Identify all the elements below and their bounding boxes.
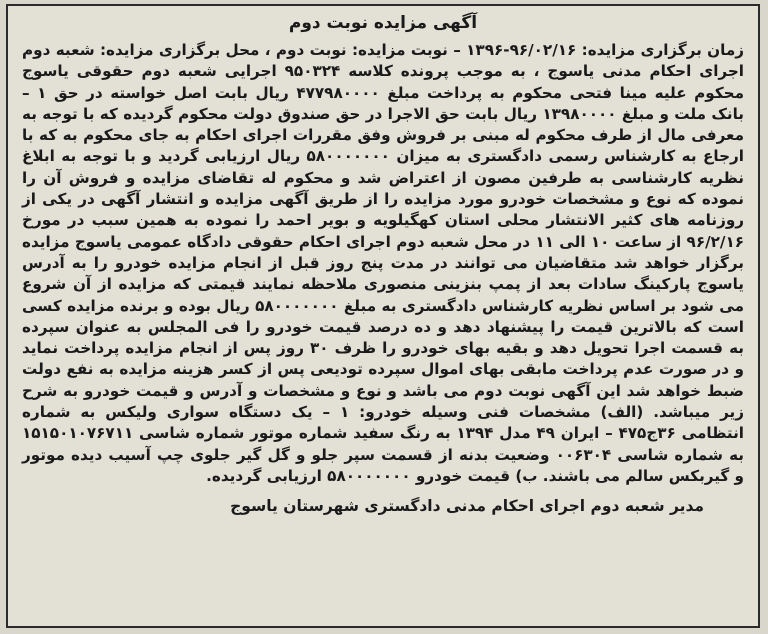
auction-notice [6,4,760,628]
notice-title: آگهی مزایده نوبت دوم [288,13,478,33]
notice-body: زمان برگزاری مزایده: ۹۶/۰۲/۱۶-۱۳۹۶ – نوبت مزایده: نوبت دوم ، محل برگزاری مزایده: شعبه دوم اجرای احکام مدنی یاسوج ، به موجب پرونده کلاسه ۹۵۰۳۲۴ اجرایی شعبه دوم حقوقی یاسوج محکوم علیه مینا فتحی محکوم به پرداخت مبلغ ۴۷۷۹۸۰۰۰۰ ریال بابت اصل خواسته در حق ۱ – بانک ملت و مبلغ ۱۳۹۸۰۰۰۰ ریال بابت حق الاجرا در حق صندوق دولت محکوم گردیده که با توجه به معرفی مال از طرف محکوم له مبنی بر فروش وفق مقررات اجرای احکام به جای محکوم به که با ارجاع به کارشناس رسمی دادگستری به میزان ۵۸۰۰۰۰۰۰۰ ریال ارزیابی گردید و با توجه به ابلاغ نظریه کارشناسی به طرفین مصون از اعتراض شد و محکوم له تقاضای مزایده و فروش آن را نموده که نوع و مشخصات خودرو مورد مزایده را از طریق آگهی مزایده و انتشار آگهی در یکی از روزنامه های کثیر الانتشار محلی استان کهگیلویه و بویر احمد را نموده به همین سبب در مورخ ۹۶/۲/۱۶ از ساعت ۱۰ الی ۱۱ در محل شعبه دوم اجرای احکام حقوقی دادگاه عمومی یاسوج مزایده برگزار خواهد شد متقاضیان می توانند در مدت پنج روز قبل از انجام مزایده خودرو را به آدرس یاسوج پارکینگ سادات بعد از پمپ بنزینی منصوری ملاحظه نمایند قیمتی که مزایده از آن شروع می شود بر اساس نظریه کارشناس دادگستری به مبلغ ۵۸۰۰۰۰۰۰۰ ریال بوده و برنده مزایده کسی است که بالاترین قیمت را پیشنهاد دهد و ده درصد قیمت خودرو را فی المجلس به عنوان سپرده به قسمت اجرا تحویل دهد و بقیه بهای خودرو را ظرف ۳۰ روز پس از انجام مزایده پرداخت نماید و در صورت عدم پرداخت مابقی بهای اموال سپرده تودیعی پس از کسر هزینه مزایده به نفع دولت ضبط خواهد شد این آگهی نوبت دوم می باشد و نوع و مشخصات و آدرس و قیمت خودرو به شرح زیر میباشد. (الف) مشخصات فنی وسیله خودرو: ۱ – یک دستگاه سواری ولیکس به شماره انتظامی ۳۶ج۴۷۵ – ایران ۴۹ مدل ۱۳۹۴ به رنگ سفید شماره موتور شماره شاسی ۱۵۱۵۰۱۰۷۶۷۱۱ به شماره شاسی ۰۰۶۳۰۴ وضعیت بدنه از قسمت سپر جلو و گل گیر جلوی چپ آسیب دیده موتور و گیربکس سالم می باشند. ب) قیمت خودرو ۵۸۰۰۰۰۰۰۰ ارزیابی گردیده. [22,41,744,485]
notice-signature: مدیر شعبه دوم اجرای احکام مدنی دادگستری شهرستان یاسوج [230,497,704,516]
